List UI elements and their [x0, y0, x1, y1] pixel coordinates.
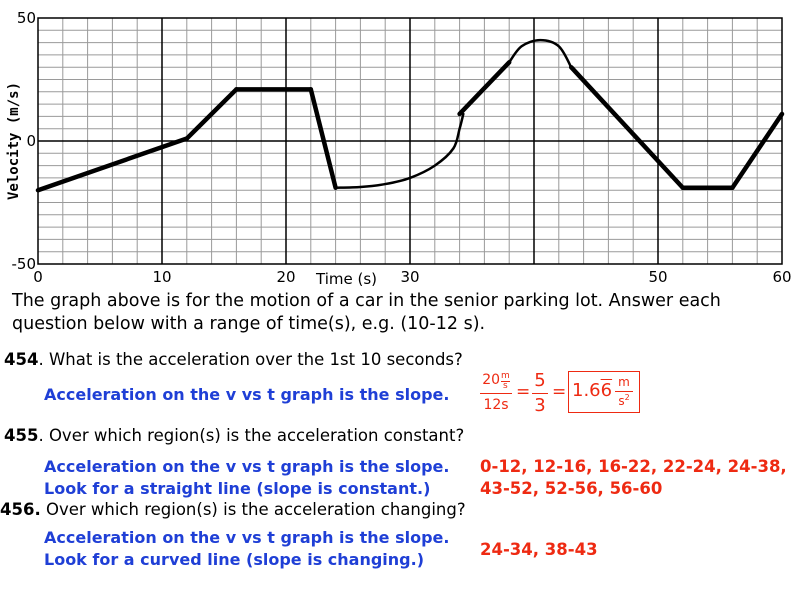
x-tick-label: 60 [772, 268, 792, 286]
fraction-numerator [478, 372, 514, 391]
x-axis-label: Time (s) [316, 270, 377, 288]
hint-455-line1: Acceleration on the v vs t graph is the slope. [44, 457, 450, 476]
x-tick-label: 10 [152, 268, 172, 286]
velocity-curved-segment [336, 114, 464, 188]
fraction2-denominator: 3 [534, 395, 546, 416]
x-tick-label: 50 [648, 268, 668, 286]
y-tick-label: 50 [16, 9, 36, 27]
tick-labels [12, 9, 792, 286]
answer-455-line2: 43-52, 52-56, 56-60 [480, 479, 663, 498]
result-repeating-digit: 6 [600, 380, 613, 401]
equals-sign-2: = [552, 382, 567, 402]
result-unit-m: m [618, 375, 630, 389]
velocity-time-chart [0, 0, 800, 290]
hint-454: Acceleration on the v vs t graph is the slope. [44, 385, 450, 404]
question-text: . Over which region(s) is the acceleration constant? [38, 426, 465, 445]
result-box [568, 371, 640, 413]
fraction-denominator: 12s [483, 397, 509, 413]
question-455 [4, 426, 464, 445]
worked-solution-454 [474, 368, 644, 418]
fraction2-bar [532, 393, 548, 394]
result-unit-s: s [618, 394, 625, 408]
x-tick-label: 30 [400, 268, 420, 286]
result-unit-denominator [615, 393, 633, 408]
result-value [572, 380, 612, 401]
equals-sign-1: = [516, 382, 531, 402]
intro-paragraph: The graph above is for the motion of a car in the senior parking lot. Answer each question below with a range of time(s), e.g. (10-12 s). [12, 291, 721, 334]
question-456 [0, 500, 466, 519]
question-text: . What is the acceleration over the 1st 10 seconds? [38, 350, 463, 369]
fraction2-numerator: 5 [534, 370, 546, 391]
numerator-value: 20 [482, 372, 501, 388]
result-unit-exponent: 2 [624, 393, 630, 402]
question-number: 454 [4, 350, 39, 369]
unit-m: m [501, 371, 510, 381]
y-tick-label: 0 [26, 132, 36, 150]
unit-s: s [503, 381, 508, 391]
y-tick-label: -50 [11, 255, 36, 273]
result-unit-bar [615, 391, 633, 392]
question-454 [4, 350, 463, 369]
hint-456-line1: Acceleration on the v vs t graph is the slope. [44, 528, 450, 547]
hint-455-line2: Look for a straight line (slope is constant.) [44, 479, 431, 498]
result-digits: 1.6 [572, 380, 601, 401]
fraction-bar [480, 393, 512, 394]
answer-456: 24-34, 38-43 [480, 540, 598, 559]
hint-456-line2: Look for a curved line (slope is changing.) [44, 550, 425, 569]
answer-455-line1: 0-12, 12-16, 16-22, 22-24, 24-38, [480, 457, 787, 476]
question-text: Over which region(s) is the acceleration changing? [40, 500, 466, 519]
y-axis-label: Velocity (m/s) [6, 81, 22, 200]
question-number: 455 [4, 426, 39, 445]
numerator-unit [501, 372, 510, 391]
x-tick-label: 0 [33, 268, 43, 286]
question-number: 456. [0, 500, 41, 519]
x-tick-label: 20 [276, 268, 296, 286]
velocity-curved-segment [509, 40, 571, 67]
velocity-straight-segment [571, 67, 683, 188]
